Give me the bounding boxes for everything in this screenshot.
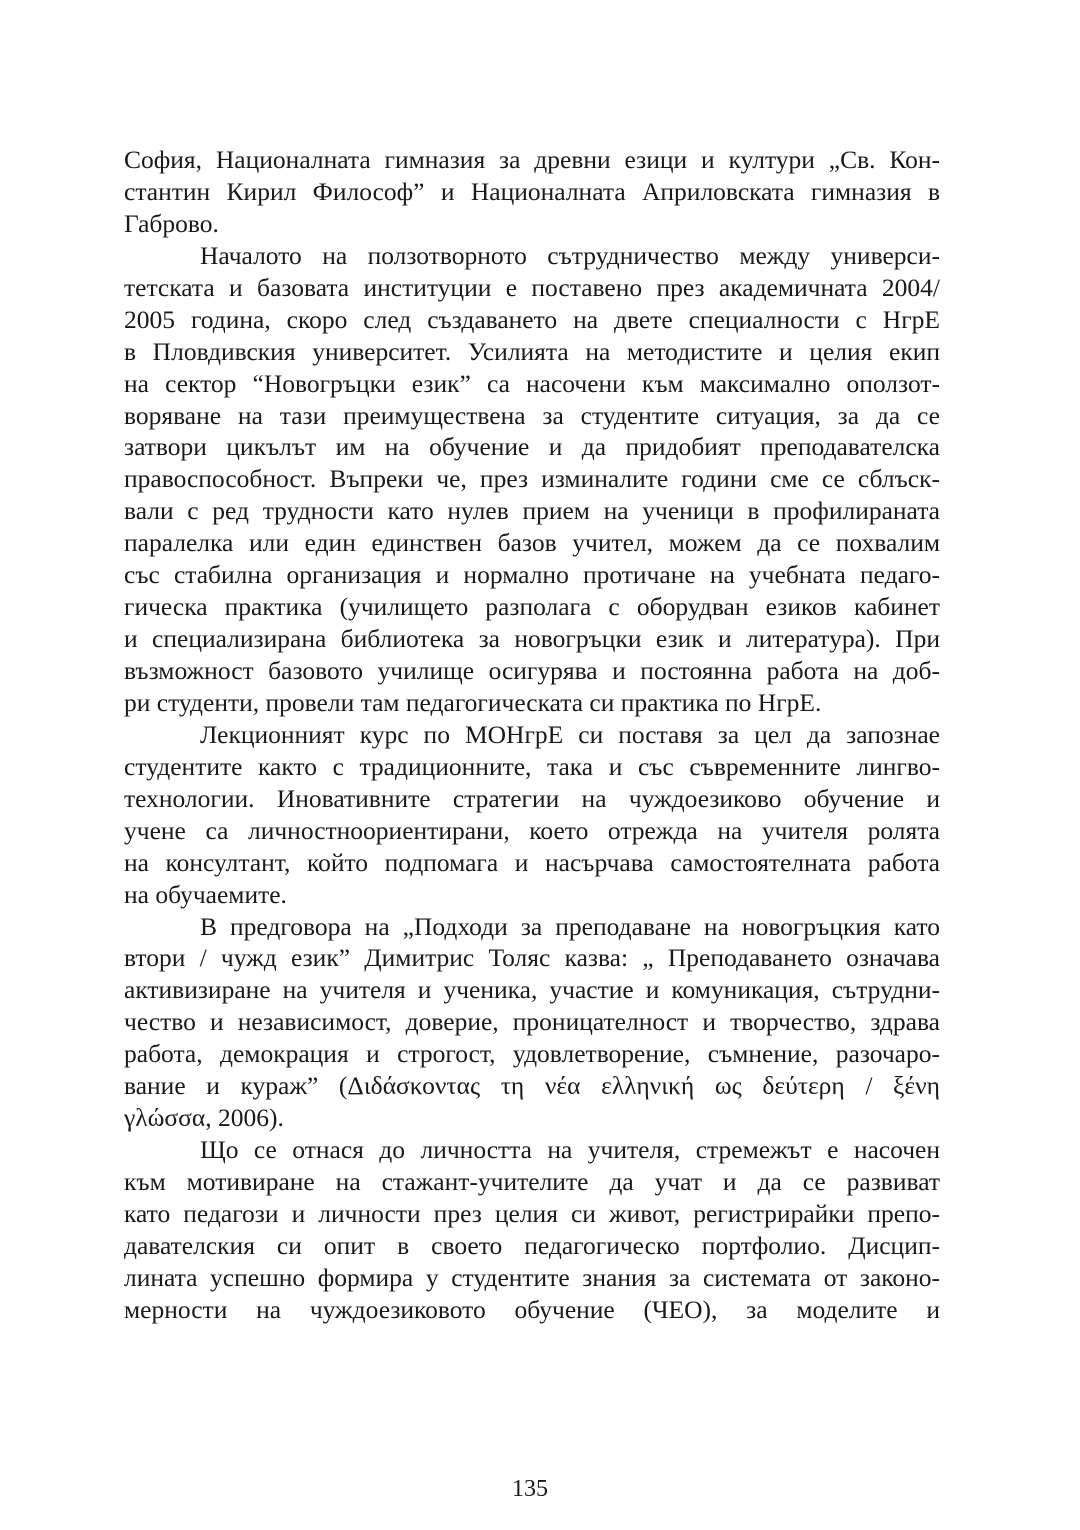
- text-line: активизиране на учителя и ученика, участие и комуникация, сътрудни-: [124, 975, 940, 1005]
- text-line: София, Националната гимназия за древни езици и култури „Св. Кон-: [124, 145, 940, 174]
- text-line: със стабилна организация и нормално протичане на учебната педаго-: [124, 560, 940, 590]
- text-line: Що се отнася до личността на учителя, стремежът е насочен: [200, 1135, 940, 1165]
- text-line: правоспособност. Въпреки че, през изминалите години сме се сблъск-: [124, 464, 940, 494]
- text-line: Лекционният курс по МОНгрЕ си поставя за цел да запознае: [200, 719, 940, 749]
- text-line: вали с ред трудности като нулев прием на ученици в профилираната: [124, 496, 940, 526]
- text-line: на сектор “Новогръцки език” са насочени към максимално оползот-: [124, 368, 940, 398]
- page-number: 135: [512, 1476, 548, 1502]
- text-line: работа, демокрация и строгост, удовлетворение, съмнение, разочаро-: [124, 1039, 940, 1069]
- text-line: гическа практика (училището разполага с оборудван езиков кабинет: [124, 592, 940, 622]
- text-line: Габрово.: [124, 208, 219, 238]
- text-line: лината успешно формира у студентите знания за системата от законо-: [124, 1262, 940, 1292]
- text-line: ри студенти, провели там педагогическата си практика по НгрЕ.: [124, 687, 822, 717]
- body-text: [124, 144, 940, 1326]
- text-line: възможност базовото училище осигурява и постоянна работа на доб-: [124, 656, 940, 685]
- text-line: в Пловдивския университет. Усилията на методистите и целия екип: [124, 336, 940, 366]
- text-line: като педагози и личности през целия си живот, регистрирайки препо-: [124, 1198, 940, 1228]
- text-line: В предговора на „Подходи за преподаване на новогръцкия като: [200, 911, 940, 941]
- text-line: γλώσσα, 2006).: [124, 1103, 284, 1133]
- text-line: мерности на чуждоезиковото обучение (ЧЕО), за моделите и: [124, 1294, 940, 1324]
- text-line: технологии. Иновативните стратегии на чуждоезиково обучение и: [124, 783, 940, 813]
- text-line: на консултант, който подпомага и насърчава самостоятелната работа: [124, 847, 940, 877]
- text-line: затвори цикълът им на обучение и да придобият преподавателска: [124, 432, 940, 462]
- text-line: и специализирана библиотека за новогръцки език и литература). При: [124, 624, 940, 654]
- text-line: втори / чужд език” Димитрис Толяс казва: „ Преподаването означава: [124, 943, 940, 973]
- text-line: вание и кураж” (Διδάσκοντας τη νέα ελληνική ως δεύτερη / ξένη: [124, 1071, 940, 1101]
- text-line: чество и независимост, доверие, проницателност и творчество, здрава: [124, 1007, 940, 1037]
- text-line: стантин Кирил Философ” и Националната Априловската гимназия в: [124, 176, 940, 206]
- text-line: Началото на ползотворното сътрудничество между универси-: [200, 240, 940, 270]
- text-line: на обучаемите.: [124, 879, 287, 909]
- text-line: воряване на тази преимуществена за студентите ситуация, за да се: [124, 400, 940, 430]
- text-line: паралелка или един единствен базов учител, можем да се похвалим: [124, 528, 940, 558]
- text-line: тетската и базовата институции е поставено през академичната 2004/: [124, 272, 940, 302]
- text-line: давателския си опит в своето педагогическо портфолио. Дисцип-: [124, 1230, 940, 1260]
- text-line: студентите както с традиционните, така и със съвременните лингво-: [124, 751, 940, 781]
- text-line: към мотивиране на стажант-учителите да учат и да се развиват: [124, 1167, 940, 1196]
- text-line: 2005 година, скоро след създаването на двете специалности с НгрЕ: [124, 304, 940, 334]
- text-line: учене са личностноориентирани, което отрежда на учителя ролята: [124, 815, 940, 845]
